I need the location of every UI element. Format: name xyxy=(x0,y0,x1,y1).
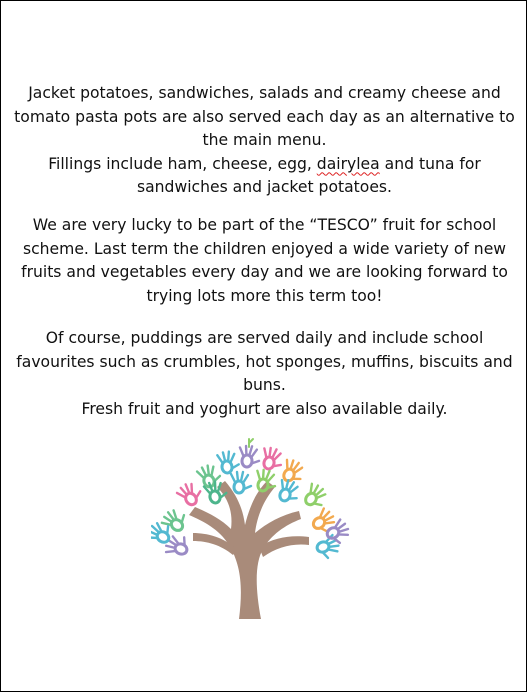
paragraph-puddings xyxy=(13,327,516,421)
handprint-tree-icon xyxy=(151,437,361,621)
handprint-tree-image xyxy=(151,437,361,621)
paragraph-tesco-scheme xyxy=(13,214,516,308)
fillings-text-after: and tuna for sandwiches and jacket potatoes. xyxy=(136,154,481,196)
paragraph-tesco-text: We are very lucky to be part of the “TESCO” fruit for school scheme. Last term the children enjoyed a wide variety of new fruits and vegetables every day and we are looking forward to trying lots more this term too! xyxy=(21,216,508,305)
spellcheck-flagged-word: dairylea xyxy=(316,154,380,173)
paragraph-alternatives-line1: Jacket potatoes, sandwiches, salads and creamy cheese and tomato pasta pots are also served each day as an alternative to the main menu. xyxy=(14,84,515,149)
fillings-text-before: Fillings include ham, cheese, egg, xyxy=(48,154,317,173)
paragraph-fillings-line xyxy=(13,153,516,200)
paragraph-puddings-line1: Of course, puddings are served daily and include school favourites such as crumbles, hot sponges, muffins, biscuits and buns. xyxy=(16,329,513,394)
paragraph-puddings-line2: Fresh fruit and yoghurt are also available daily. xyxy=(81,399,448,418)
paragraph-alternatives xyxy=(13,82,516,200)
